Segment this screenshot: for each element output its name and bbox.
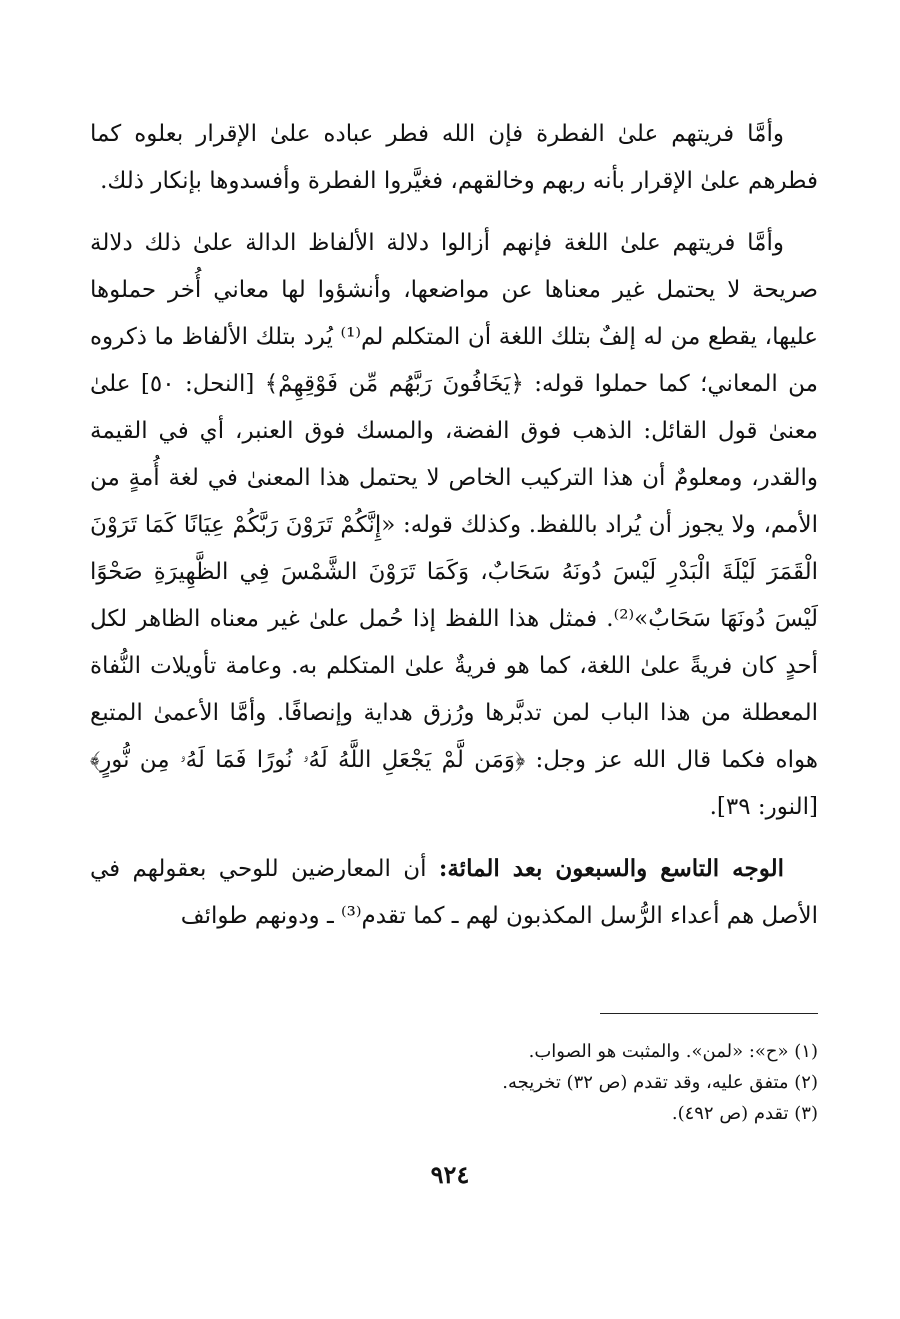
section-heading-lead: الوجه التاسع والسبعون بعد المائة: (438, 855, 784, 882)
footnote-2: (٢) متفق عليه، وقد تقدم (ص ٣٢) تخريجه. (502, 1072, 818, 1093)
paragraph-lugha (90, 219, 818, 831)
footnote-3: (٣) تقدم (ص ٤٩٢). (671, 1103, 818, 1124)
footnotes (98, 1036, 818, 1129)
paragraph-text: أن المعارضين للوحي بعقولهم في الأصل هم أعداء الرُّسل المكذبون لهم ـ كما تقدم⁽³⁾ ـ ودونهم طوائف (90, 856, 818, 929)
page-number: ٩٢٤ (430, 1160, 470, 1189)
paragraph-wajh-179 (90, 845, 818, 940)
footnote-1: (١) «ح»: «لمن». والمثبت هو الصواب. (528, 1041, 818, 1062)
paragraph-text: وأمَّا فريتهم علىٰ الفطرة فإن الله فطر عباده علىٰ الإقرار بعلوه كما فطرهم علىٰ الإقرار بأنه ربهم وخالقهم، فغيَّروا الفطرة وأفسدوها بإنكار ذلك. (90, 121, 818, 194)
main-text (90, 110, 818, 954)
footnote-divider (600, 1013, 818, 1014)
paragraph-text: وأمَّا فريتهم علىٰ اللغة فإنهم أزالوا دلالة الألفاظ الدالة علىٰ ذلك دلالة صريحة لا يحتمل غير معناها عن مواضعها، وأنشؤوا لها معاني أُخر حملوها عليها، يقطع من له إلفٌ بتلك اللغة أن المتكلم لم⁽¹⁾ يُرد بتلك الألفاظ ما ذكروه من المعاني؛ كما حملوا قوله: ﴿يَخَافُونَ رَبَّهُم مِّن فَوْقِهِمْ﴾ [النحل: ٥٠] علىٰ معنىٰ قول القائل: الذهب فوق الفضة، والمسك فوق العنبر، أي في القيمة والقدر، ومعلومٌ أن هذا التركيب الخاص لا يحتمل هذا المعنىٰ في لغة أُمةٍ من الأمم، ولا يجوز أن يُراد باللفظ. وكذلك قوله: «إِنَّكُمْ تَرَوْنَ رَبَّكُمْ عِيَانًا كَمَا تَرَوْنَ الْقَمَرَ لَيْلَةَ الْبَدْرِ لَيْسَ دُونَهُ سَحَابٌ، وَكَمَا تَرَوْنَ الشَّمْسَ فِي الظَّهِيرَةِ صَحْوًا لَيْسَ دُونَهَا سَحَابٌ»⁽²⁾. فمثل هذا اللفظ إذا حُمل علىٰ غير معناه الظاهر لكل أحدٍ كان فريةً علىٰ اللغة، كما هو فريةٌ علىٰ المتكلم به. وعامة تأويلات النُّفاة المعطلة من هذا الباب لمن تدبَّرها ورُزق هداية وإنصافًا. وأمَّا الأعمىٰ المتبع هواه فكما قال الله عز وجل: ﴿وَمَن لَّمْ يَجْعَلِ اللَّهُ لَهُۥ نُورًا فَمَا لَهُۥ مِن نُّورٍ﴾ [النور: ٣٩]. (90, 230, 818, 820)
paragraph-fitra (90, 110, 818, 205)
